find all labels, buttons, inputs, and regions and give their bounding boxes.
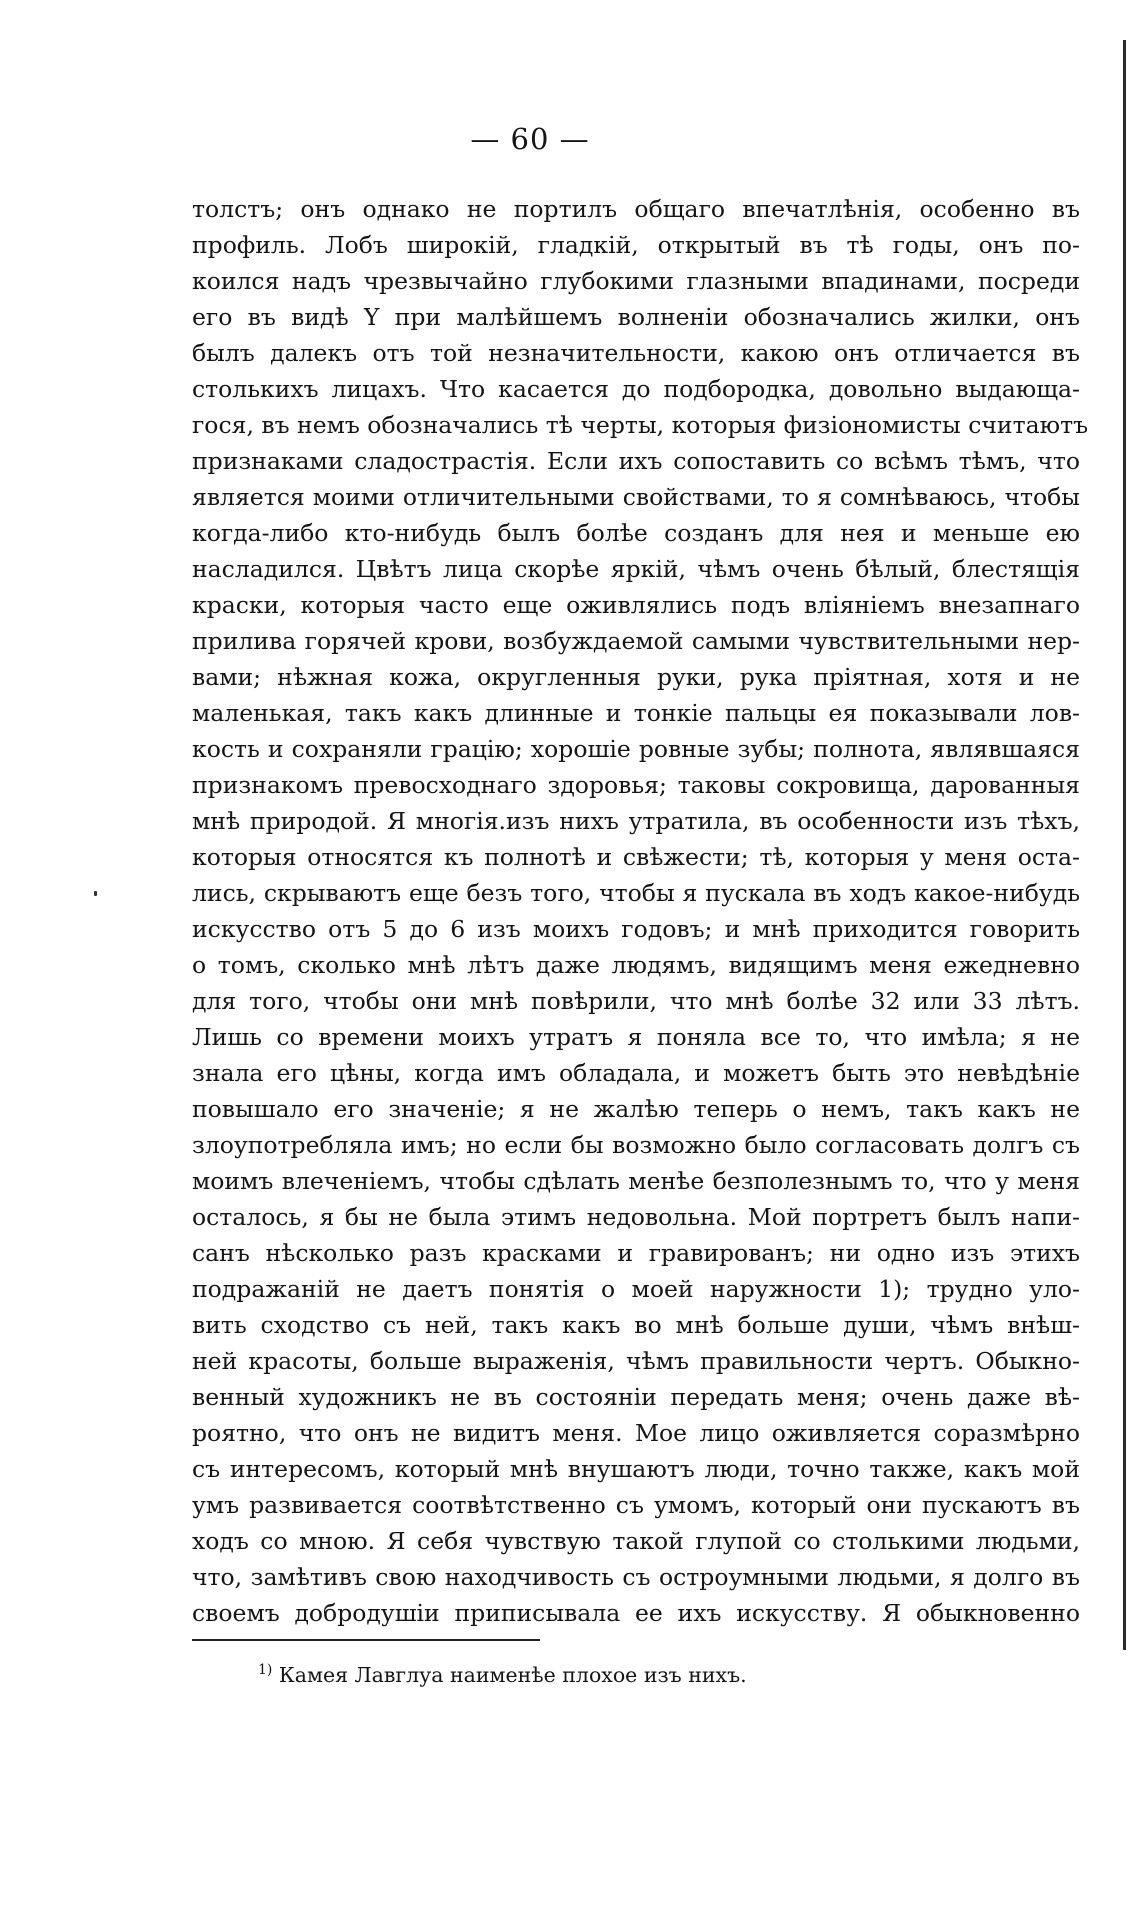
text-line: моимъ влеченіемъ, чтобы сдѣлать менѣе безполезнымъ то, что у меня <box>192 1167 1080 1195</box>
text-line: ходъ со мною. Я себя чувствую такой глупой со столькими людьми, <box>192 1527 1080 1555</box>
text-line: о томъ, сколько мнѣ лѣтъ даже людямъ, видящимъ меня ежедневно <box>192 951 1080 979</box>
text-line: вить сходство съ ней, такъ какъ во мнѣ больше души, чѣмъ внѣш- <box>192 1311 1080 1339</box>
text-line: былъ далекъ отъ той незначительности, какою онъ отличается въ <box>192 339 1080 367</box>
footnote-marker: 1) <box>258 1662 273 1678</box>
text-line: вами; нѣжная кожа, округленныя руки, рука пріятная, хотя и не <box>192 663 1080 691</box>
text-line: коился надъ чрезвычайно глубокими глазными впадинами, посреди <box>192 267 1080 295</box>
footnote-rule <box>192 1639 540 1641</box>
page-edge-line <box>1123 40 1126 1650</box>
text-line: искусство отъ 5 до 6 изъ моихъ годовъ; и мнѣ приходится говорить <box>192 915 1080 943</box>
text-line: краски, которыя часто еще оживлялись подъ вліяніемъ внезапнаго <box>192 591 1080 619</box>
text-line: гося, въ немъ обозначались тѣ черты, которыя физіономисты считаютъ <box>192 411 1089 439</box>
text-line: подражаній не даетъ понятія о моей наружности 1); трудно уло- <box>192 1275 1080 1303</box>
text-line: злоупотребляла имъ; но если бы возможно было согласовать долгъ съ <box>192 1131 1080 1159</box>
text-line: Лишь со времени моихъ утратъ я поняла все то, что имѣла; я не <box>192 1023 1080 1051</box>
text-line: что, замѣтивъ свою находчивость съ остроумными людьми, я долго въ <box>192 1563 1080 1591</box>
text-line: знала его цѣны, когда имъ обладала, и можетъ быть это невѣдѣніе <box>192 1059 1080 1087</box>
text-line: ней красоты, больше выраженія, чѣмъ правильности чертъ. Обыкно- <box>192 1347 1080 1375</box>
page-number: — 60 — <box>470 122 590 156</box>
text-line: роятно, что онъ не видитъ меня. Мое лицо оживляется соразмѣрно <box>192 1419 1080 1447</box>
footnote-text: Камея Лавглуа наименѣе плохое изъ нихъ. <box>278 1663 747 1687</box>
text-line: его въ видѣ Y при малѣйшемъ волненіи обозначались жилки, онъ <box>192 303 1080 331</box>
text-line: признакомъ превосходнаго здоровья; таковы сокровища, дарованныя <box>192 771 1080 799</box>
text-line: кость и сохраняли грацію; хорошіе ровные зубы; полнота, являвшаяся <box>192 735 1080 763</box>
text-line: мнѣ природой. Я многія.изъ нихъ утратила, въ особенности изъ тѣхъ, <box>192 807 1080 835</box>
text-line: прилива горячей крови, возбуждаемой самыми чувствительными нер- <box>192 627 1080 655</box>
text-line: которыя относятся къ полнотѣ и свѣжести; тѣ, которыя у меня оста- <box>192 843 1080 871</box>
text-line: своемъ добродушіи приписывала ее ихъ искусству. Я обыкновенно <box>192 1599 1080 1627</box>
text-line: насладился. Цвѣтъ лица скорѣе яркій, чѣмъ очень бѣлый, блестящія <box>192 555 1080 583</box>
text-line: профиль. Лобъ широкій, гладкій, открытый въ тѣ годы, онъ по- <box>192 231 1080 259</box>
footnote <box>258 1662 747 1687</box>
text-line: санъ нѣсколько разъ красками и гравированъ; ни одно изъ этихъ <box>192 1239 1080 1267</box>
text-line: повышало его значеніе; я не жалѣю теперь о немъ, такъ какъ не <box>192 1095 1080 1123</box>
text-line: для того, чтобы они мнѣ повѣрили, что мнѣ болѣе 32 или 33 лѣтъ. <box>192 987 1080 1015</box>
text-line: является моими отличительными свойствами, то я сомнѣваюсь, чтобы <box>192 483 1080 511</box>
text-line: лись, скрываютъ еще безъ того, чтобы я пускала въ ходъ какое-нибудь <box>192 879 1080 907</box>
text-line: столькихъ лицахъ. Что касается до подбородка, довольно выдающа- <box>192 375 1080 403</box>
text-line: толстъ; онъ однако не портилъ общаго впечатлѣнія, особенно въ <box>192 195 1080 223</box>
scan-speck <box>94 891 97 896</box>
text-line: признаками сладострастія. Если ихъ сопоставить со всѣмъ тѣмъ, что <box>192 447 1080 475</box>
text-line: маленькая, такъ какъ длинные и тонкіе пальцы ея показывали лов- <box>192 699 1080 727</box>
text-line: умъ развивается соотвѣтственно съ умомъ, который они пускаютъ въ <box>192 1491 1080 1519</box>
body-text <box>192 191 1089 1631</box>
text-line: когда-либо кто-нибудь былъ болѣе созданъ для нея и меньше ею <box>192 519 1080 547</box>
text-line: осталось, я бы не была этимъ недовольна. Мой портретъ былъ напи- <box>192 1203 1080 1231</box>
text-line: венный художникъ не въ состояніи передать меня; очень даже вѣ- <box>192 1383 1080 1411</box>
text-line: съ интересомъ, который мнѣ внушаютъ люди, точно также, какъ мой <box>192 1455 1080 1483</box>
